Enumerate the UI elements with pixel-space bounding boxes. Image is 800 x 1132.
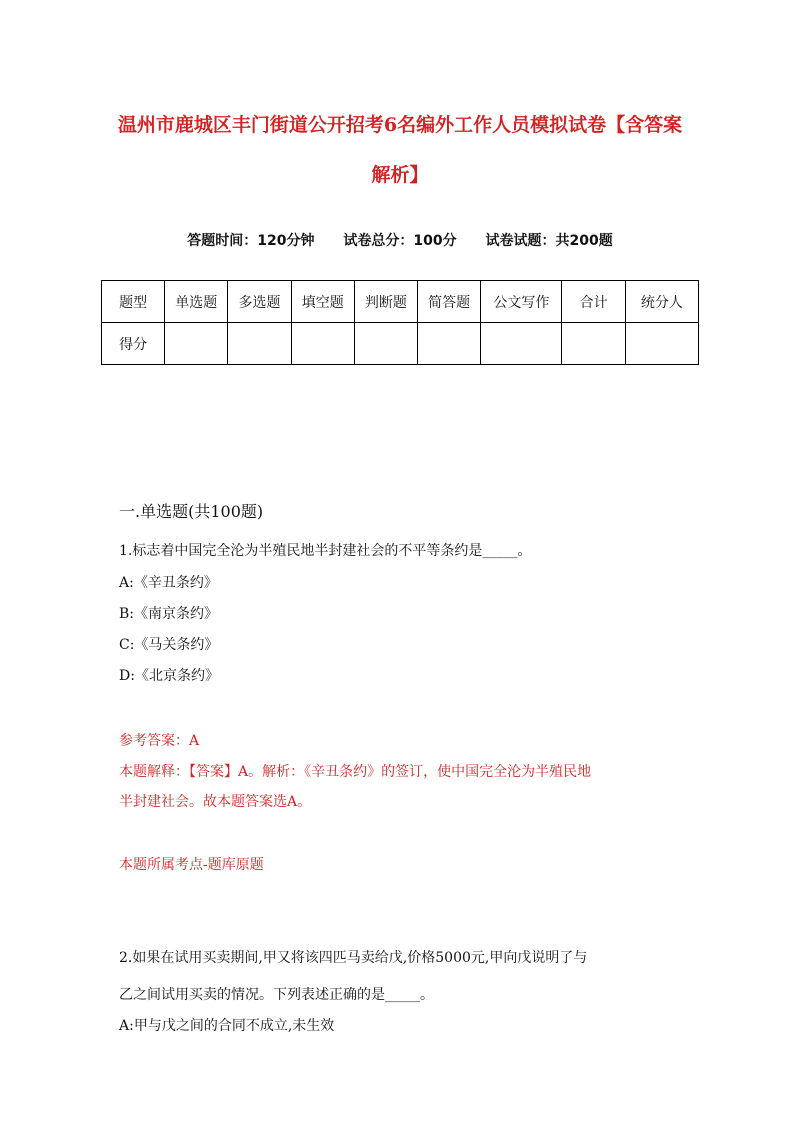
score-cell [354, 323, 417, 365]
header-cell: 判断题 [354, 281, 417, 323]
question-1-option-c: C:《马关条约》 [119, 637, 219, 653]
score-cell [228, 323, 291, 365]
score-cell [291, 323, 354, 365]
question-1-explanation-line-1: 本题解释：【答案】A。解析：《辛丑条约》的签订，使中国完全沦为半殖民地 [119, 764, 592, 780]
exam-time: 答题时间：120分钟 [187, 233, 315, 249]
score-cell [418, 323, 481, 365]
question-2-option-a: A:甲与戊之间的合同不成立,未生效 [119, 1018, 335, 1034]
question-1-source: 本题所属考点-题库原题 [119, 857, 264, 873]
document-title: 温州市鹿城区丰门街道公开招考6名编外工作人员模拟试卷【含答案解析】 [117, 114, 683, 186]
score-cell [165, 323, 228, 365]
header-cell: 统分人 [625, 281, 698, 323]
score-cell [562, 323, 625, 365]
header-cell: 公文写作 [481, 281, 562, 323]
section-heading: 一.单选题(共100题) [119, 502, 264, 521]
score-cell [481, 323, 562, 365]
question-1-stem: 1.标志着中国完全沦为半殖民地半封建社会的不平等条约是_____。 [119, 543, 532, 559]
score-cell [625, 323, 698, 365]
question-2-stem-line-1: 2.如果在试用买卖期间,甲又将该四匹马卖给戊,价格5000元,甲向戊说明了与 [119, 950, 588, 966]
exam-question-count: 试卷试题：共200题 [485, 233, 613, 249]
header-cell: 合计 [562, 281, 625, 323]
question-1-explanation-line-2: 半封建社会。故本题答案选A。 [119, 794, 312, 810]
header-cell: 多选题 [228, 281, 291, 323]
header-cell: 简答题 [418, 281, 481, 323]
score-table-header-row [102, 281, 699, 323]
question-1-option-b: B:《南京条约》 [119, 606, 219, 622]
score-table-score-row [102, 323, 699, 365]
question-1-answer: 参考答案：A [119, 733, 200, 749]
exam-meta [0, 230, 800, 250]
header-cell: 填空题 [291, 281, 354, 323]
question-1-option-d: D:《北京条约》 [119, 668, 219, 684]
question-1-option-a: A:《辛丑条约》 [119, 575, 218, 591]
header-cell: 题型 [102, 281, 165, 323]
score-table [101, 280, 699, 365]
question-2-stem-line-2: 乙之间试用买卖的情况。下列表述正确的是_____。 [119, 987, 434, 1003]
score-row-label: 得分 [102, 323, 165, 365]
header-cell: 单选题 [165, 281, 228, 323]
exam-total-score: 试卷总分：100分 [343, 233, 457, 249]
